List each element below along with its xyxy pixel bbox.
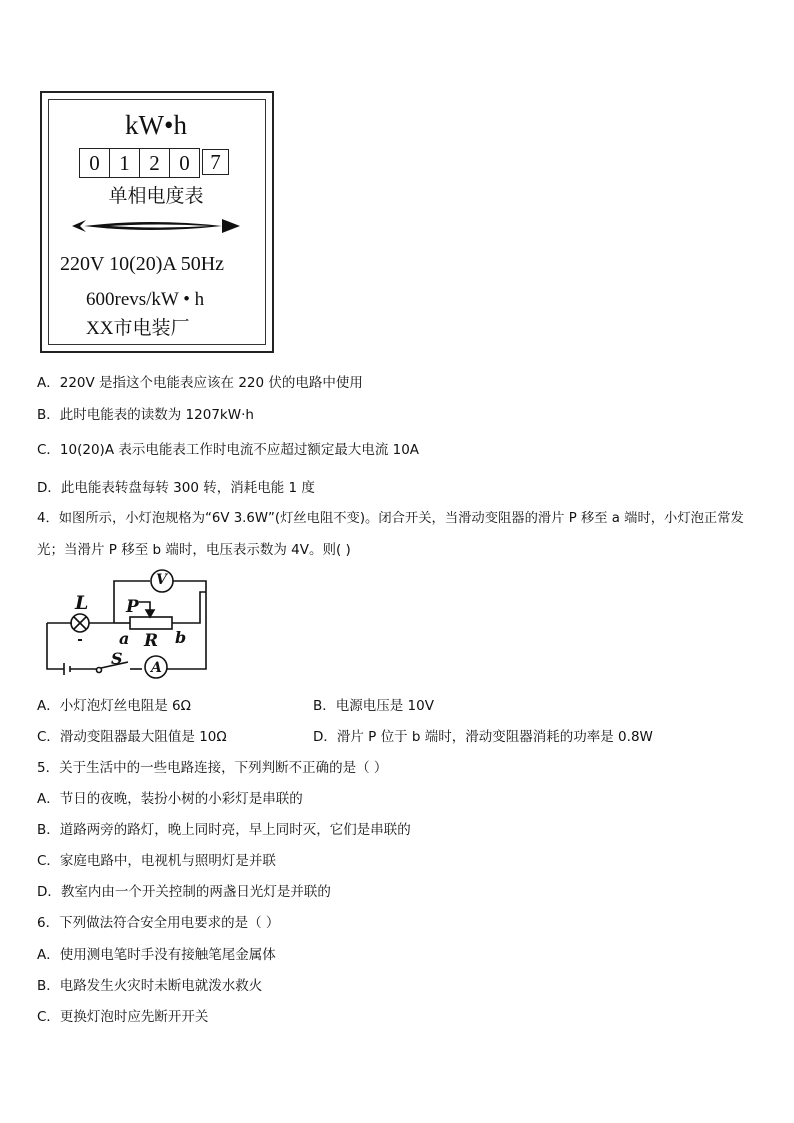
q5-option-c: C．家庭电路中，电视机与照明灯是并联	[37, 853, 276, 869]
voltmeter-label: V	[156, 572, 167, 588]
circuit-diagram	[42, 566, 212, 685]
meter-digit: 2	[139, 148, 170, 178]
q4-option-c: C．滑动变阻器最大阻值是 10Ω	[37, 729, 227, 745]
q4-option-a: A．小灯泡灯丝电阻是 6Ω	[37, 698, 191, 714]
q4-option-d: D．滑片 P 位于 b 端时，滑动变阻器消耗的功率是 0.8W	[313, 729, 653, 745]
q3-option-d: D．此电能表转盘每转 300 转，消耗电能 1 度	[37, 480, 315, 496]
q6-stem: 6．下列做法符合安全用电要求的是（ ）	[37, 915, 280, 931]
q3-option-b: B．此时电能表的读数为 1207kW·h	[37, 407, 254, 423]
q3-option-a: A．220V 是指这个电能表应该在 220 伏的电路中使用	[37, 375, 363, 391]
q5-option-b: B．道路两旁的路灯，晚上同时亮，早上同时灭，它们是串联的	[37, 822, 411, 838]
q3-option-c: C．10(20)A 表示电能表工作时电流不应超过额定最大电流 10A	[37, 442, 420, 458]
meter-digit: 1	[109, 148, 140, 178]
meter-specs: 220V 10(20)A 50Hz	[60, 253, 225, 275]
meter-digit: 0	[79, 148, 110, 178]
meter-arrow-icon	[70, 216, 242, 240]
meter-type-label: 单相电度表	[108, 185, 204, 207]
meter-constant: 600revs/kW • h	[86, 289, 205, 310]
resistor-label: R	[144, 631, 159, 651]
q6-option-c: C．更换灯泡时应先断开开关	[37, 1009, 209, 1025]
q5-stem: 5．关于生活中的一些电路连接，下列判断不正确的是（ ）	[37, 760, 388, 776]
meter-unit-label: kW•h	[125, 110, 187, 140]
meter-digit-decimal: 7	[202, 149, 229, 175]
q6-option-b: B．电路发生火灾时未断电就泼水救火	[37, 978, 263, 994]
switch-label: S	[111, 649, 123, 668]
end-a-label: a	[119, 629, 130, 648]
q4-stem-line2: 光；当滑片 P 移至 b 端时，电压表示数为 4V。则( )	[37, 542, 351, 558]
q4-stem-line1: 4．如图所示，小灯泡规格为“6V 3.6W”(灯丝电阻不变)。闭合开关，当滑动变阻器的滑片 P 移至 a 端时，小灯泡正常发	[37, 511, 744, 526]
meter-maker: XX市电装厂	[86, 318, 190, 339]
ammeter-label: A	[151, 660, 162, 676]
q5-option-a: A．节日的夜晚，装扮小树的小彩灯是串联的	[37, 791, 303, 807]
lamp-label: L	[75, 592, 89, 614]
q4-option-b: B．电源电压是 10V	[313, 698, 434, 714]
q5-option-d: D．教室内由一个开关控制的两盏日光灯是并联的	[37, 884, 331, 900]
meter-digit: 0	[169, 148, 200, 178]
slider-label: P	[126, 597, 139, 617]
q6-option-a: A．使用测电笔时手没有接触笔尾金属体	[37, 947, 276, 963]
meter-digit-display	[80, 148, 229, 178]
end-b-label: b	[175, 628, 187, 647]
